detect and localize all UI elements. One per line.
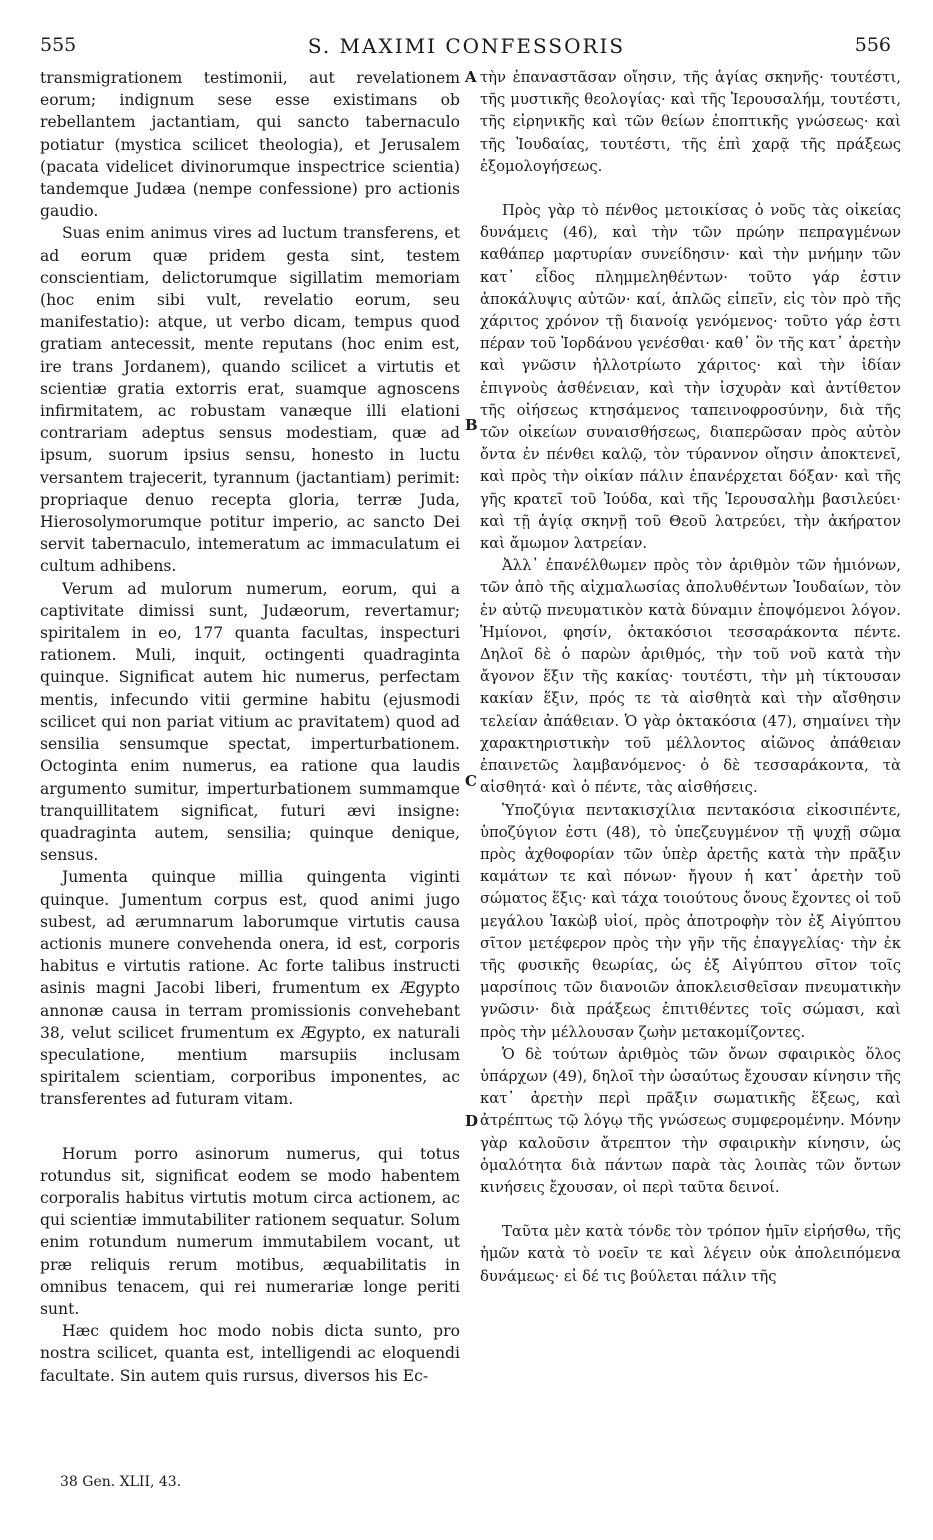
footnote: 38 Gen. XLII, 43. bbox=[60, 1474, 182, 1490]
greek-paragraph-1: τὴν ἐπαναστᾶσαν οἴησιν, τῆς ἁγίας σκηνῆς· τουτέστι, τῆς μυστικῆς θεολογίας· καὶ τῆς Ἱερουσαλήμ, τουτέστι, τῆς εἰρηνικῆς καὶ τῶν θείων ἐποπτικῆς γνώσεως· καὶ τῆς Ἰουδαίας, τουτέστι, τῆς ἐπὶ χαρᾷ τῆς πράξεως ἐξομολογήσεως. bbox=[480, 69, 901, 175]
right-page-number: 556 bbox=[854, 34, 891, 56]
latin-paragraph-2: Suas enim animus vires ad luctum transferens, et ad eorum quæ pridem gesta sint, testem conscientiam, delictorumque sigillatim memoriam (hoc enim sibi vult, revelatio eorum, seu manifestatio): atque, ut verbo dicam, tempus quod gratiam antecessit, mente reputans (hoc enim est, ire trans Jordanem), quando scilicet a virtutis et scientiæ gratia extorris erat, suamque agnoscens infirmitatem, ac robustam vanæque illi elationi contrariam adeptus sensus modestiam, quæ ad ipsum, suorum ipsius sensu, honesto in luctu versantem trajecerit, tyrannum (jactantiam) perimit: propriaque denuo recepta gloria, terræ Juda, Hierosolymorumque potitur imperio, ac sancto Dei servit tabernaculo, intemeratum ac immaculatum ei cultum adhibens. bbox=[40, 224, 460, 576]
greek-paragraph-5: Ὁ δὲ τούτων ἀριθμὸς τῶν ὄνων σφαιρικὸς ὅλος ὑπάρχων (49), δηλοῖ τὴν ὡσαύτως ἔχουσαν κίνησιν τῆς κατ᾽ ἀρετὴν περὶ πρᾶξιν σωματικῆς ἕξεως, καὶ ἀτρέπτως τῷ λόγῳ τῆς γνώσεως συμφερομένην. Μόνην γὰρ καλοῦσιν ἄτρεπτον τὴν σφαιρικὴν κίνησιν, ὡς ὁμαλότητα διὰ πάντων παρὰ τὰς λοιπὰς τῶν ὄντων κινήσεις ἔχουσαν, οἱ περὶ ταῦτα δεινοί. bbox=[480, 1045, 901, 1196]
greek-paragraph-6: Ταῦτα μὲν κατὰ τόνδε τὸν τρόπον ἡμῖν εἰρήσθω, τῆς ἡμῶν κατὰ τὸ νοεῖν τε καὶ λέγειν οὐκ ἀπολειπόμενα δυνάμεως· εἰ δέ τις βούλεται πάλιν τῆς bbox=[480, 1223, 901, 1285]
latin-paragraph-6: Hæc quidem hoc modo nobis dicta sunto, pro nostra scilicet, quanta est, intelligendi ac eloquendi facultate. Sin autem quis rursus, diversos his Ec- bbox=[40, 1322, 460, 1385]
margin-letter-c: C bbox=[465, 772, 477, 790]
latin-column bbox=[40, 67, 460, 1387]
left-page-number: 555 bbox=[40, 34, 77, 56]
latin-paragraph-1: transmigrationem testimonii, aut revelationem eorum; indignum sese esse existimans ob rebellantem jactantiam, qui sancto tabernaculo potiatur (mystica scilicet theologia), et Jerusalem (pacata videlicet divinorumque inspectrice scientia) tandemque Judæa (nempe confessione) pro actionis gaudio. bbox=[40, 69, 460, 221]
latin-paragraph-3: Verum ad mulorum numerum, eorum, qui a captivitate dimissi sunt, Judæorum, revertamur; spiritalem in eo, 177 quanta facultas, inspecturi rationem. Muli, inquit, octingenti quadraginta quinque. Significat autem hic numerus, perfectam mentis, infecundo vitii germine habitu (ejusmodi scilicet qui non pariat vitium ac pravitatem) quod ad sensilia sensumque spectat, imperturbationem. Octoginta enim numerus, ea ratione qua laudis argumento sumitur, imperturbationem summamque tranquillitatem significat, futuri ævi insigne: quadraginta autem, sensilia; quinque denique, sensus. bbox=[40, 579, 460, 865]
running-title: S. MAXIMI CONFESSORIS bbox=[307, 34, 626, 58]
spacer bbox=[40, 1111, 460, 1143]
page-header bbox=[0, 34, 933, 64]
latin-paragraph-4: Jumenta quinque millia quingenta viginti quinque. Jumentum corpus est, quod animi jugo subest, ad ærumnarum laborumque virtutis causa actionis munere convehenda onera, id est, corporis habitus e virtutis ratione. Ac forte talibus instructi asinis magni Jacobi liberi, frumentum ex Ægypto annonæ causa in terram promissionis convehebant 38, velut scilicet frumentum ex Ægypto, ex naturali speculatione, mentium marsupiis inclusam spiritalem scientiam, corporibus imponentes, ac transferentes ad futuram vitam. bbox=[40, 868, 460, 1109]
greek-paragraph-3: Ἀλλ᾽ ἐπανέλθωμεν πρὸς τὸν ἀριθμὸν τῶν ἡμιόνων, τῶν ἀπὸ τῆς αἰχμαλωσίας ἀπολυθέντων Ἰουδαίων, τὸν ἐν αὐτῷ πνευματικὸν κατὰ δύναμιν ἐποψόμενοι λόγον. Ἡμίονοι, φησίν, ὀκτακόσιοι τεσσαράκοντα πέντε. Δηλοῖ δὲ ὁ παρὼν ἀριθμός, τὴν τοῦ νοῦ κατὰ τὴν ἄγονον ἕξιν τῆς κακίας· τουτέστι, τὴν μὴ τίκτουσαν κακίαν ἕξιν, πρός τε τὰ αἰσθητὰ καὶ τὴν αἴσθησιν τελείαν ἀπάθειαν. Ὁ γὰρ ὀκτακόσια (47), σημαίνει τὴν χαρακτηριστικὴν τοῦ μέλλοντος αἰῶνος ἀπάθειαν ἐπαινετῶς λαμβανόμενος· ὁ δὲ τεσσαράκοντα, τὰ αἰσθητά· καὶ ὁ πέντε, τὰς αἰσθήσεις. bbox=[480, 557, 901, 797]
latin-paragraph-5: Horum porro asinorum numerus, qui totus rotundus sit, significat eodem se modo habentem corporalis habitus virtutis motum circa actionem, ac qui scientiæ immutabiliter rationem sequatur. Solum enim rotundum numerum immutabilem vocant, ut præ reliquis rerum motibus, æquabilitatis in omnibus tenacem, qui rei numerariæ longe periti sunt. bbox=[40, 1144, 460, 1318]
greek-column bbox=[480, 67, 901, 1288]
greek-paragraph-2: Πρὸς γὰρ τὸ πένθος μετοικίσας ὁ νοῦς τὰς οἰκείας δυνάμεις (46), καὶ τὴν τῶν πρώην πεπραγμένων καθάπερ μαρτυρίαν συνείδησιν· καὶ τὴν μνήμην τῶν κατ᾽ εἶδος πλημμεληθέντων· τοῦτο γάρ ἐστιν ἀποκάλυψις αὐτῶν· καί, ἁπλῶς εἰπεῖν, εἰς τὸν πρὸ τῆς χάριτος χρόνον τῇ διανοίᾳ γενόμενος· τοῦτο γάρ ἐστι πέραν τοῦ Ἰορδάνου γενέσθαι· καθ᾽ ὃν τῆς κατ᾽ ἀρετὴν καὶ γνῶσιν ἠλλοτρίωτο χάριτος· καὶ τὴν ἰδίαν ἐπιγνοὺς ἀσθένειαν, καὶ τὴν ἰσχυρὰν καὶ ἀντίθετον τῆς οἰήσεως κτησάμενος ταπεινοφροσύνην, διὰ τῆς τῶν οἰκείων συναισθήσεως, διαπερῶσαν πρὸς αὐτὸν ὄντα ἐν πένθει καλῷ, τὸν τύραννον οἴησιν ἀποκτενεῖ, καὶ πρὸς τὴν οἰκίαν πάλιν ἐπανέρχεται δόξαν· καὶ τῆς γῆς κρατεῖ τοῦ Ἰούδα, καὶ τῆς Ἱερουσαλὴμ βασιλεύει· καὶ τῇ ἁγίᾳ σκηνῇ τοῦ Θεοῦ λατρεύει, τὴν ἀκήρατον καὶ ἄμωμον λατρείαν. bbox=[480, 202, 901, 553]
margin-letter-d: D bbox=[465, 1112, 479, 1130]
margin-letter-b: B bbox=[465, 416, 478, 434]
spacer bbox=[480, 178, 901, 200]
greek-paragraph-4: Ὑποζύγια πεντακισχίλια πεντακόσια εἰκοσιπέντε, ὑποζύγιον ἐστι (48), τὸ ὑπεζευγμένον τῇ ψυχῇ σῶμα πρὸς ἀχθοφορίαν τῶν ὑπὲρ ἀρετῆς κατὰ τὴν πρᾶξιν καμάτων τε καὶ πόνων· ἤγουν ἡ κατ᾽ ἀρετὴν τοῦ σώματος ἕξις· καὶ τάχα τοιούτους ὄνους ἔχοντες οἱ τοῦ μεγάλου Ἰακὼβ υἱοί, πρὸς ἀποτροφὴν τὸν ἐξ Αἰγύπτου σῖτον μετέφερον πρὸς τὴν γῆν τῆς ἐπαγγελίας· τὴν ἐκ τῆς φυσικῆς θεωρίας, ὡς ἐξ Αἰγύπτου σῖτον τοῖς μαρσίποις τῶν διανοιῶν ἀποκλεισθεῖσαν πνευματικὴν γνῶσιν· διὰ πράξεως ἐπιτιθέντες τοῖς σώμασι, καὶ πρὸς τὴν μέλλουσαν ζωὴν μετακομίζοντες. bbox=[480, 801, 901, 1041]
margin-letter-a: A bbox=[465, 68, 477, 86]
spacer bbox=[480, 1199, 901, 1221]
